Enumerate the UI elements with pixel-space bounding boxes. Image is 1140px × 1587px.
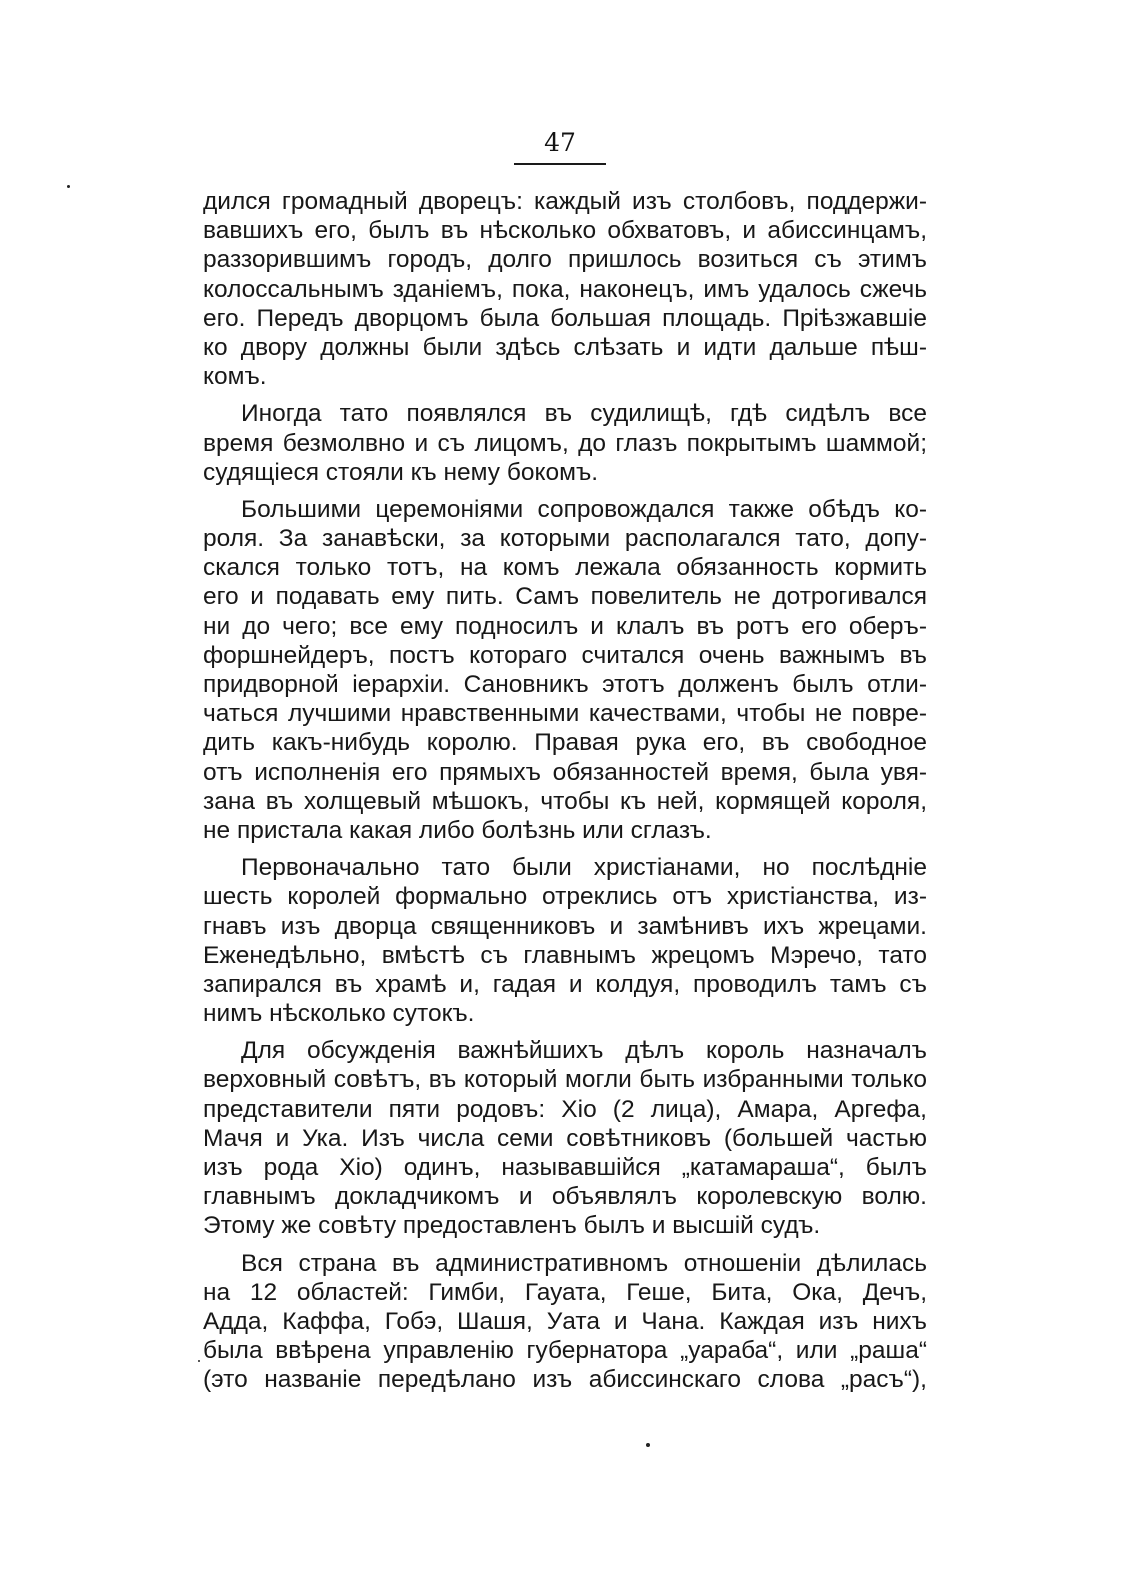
scan-speck [198, 1360, 200, 1362]
text-line: отъ исполненія его прямыхъ обязанностей время, была увя- [203, 758, 927, 786]
text-line: дился громадный дворецъ: каждый изъ столбовъ, поддержи- [203, 188, 927, 215]
text-line: Вся страна въ административномъ отношеніи дѣлилась [241, 1249, 927, 1277]
text-line: Иногда тато появлялся въ судилищѣ, гдѣ сидѣлъ все [241, 400, 927, 428]
text-line: комъ. [203, 363, 267, 391]
text-line: верховный совѣтъ, въ который могли быть избранными только [203, 1066, 927, 1094]
text-line: чаться лучшими нравственными качествами, чтобы не повре- [203, 700, 927, 728]
text-line: его. Передъ дворцомъ была большая площадь. Пріѣзжавшіе [203, 304, 927, 332]
text-line: придворной іерархіи. Сановникъ этотъ долженъ былъ отли- [203, 671, 927, 698]
text-line: Адда, Каффа, Гобэ, Шашя, Уата и Чана. Каждая изъ нихъ [203, 1307, 927, 1335]
text-line: Первоначально тато были христіанами, но послѣдніе [241, 854, 927, 882]
text-line: Мачя и Ука. Изъ числа семи совѣтниковъ (большей частью [203, 1124, 927, 1152]
text-line: не пристала какая либо болѣзнь или сглазъ. [203, 816, 712, 844]
text-line: главнымъ докладчикомъ и объявлялъ королевскую волю. [203, 1183, 927, 1211]
text-line: время безмолвно и съ лицомъ, до глазъ покрытымъ шаммой; [203, 429, 927, 457]
text-line: ко двору должны были здѣсь слѣзать и идти дальше пѣш- [203, 333, 927, 361]
text-line: роля. За занавѣски, за которыми располагался тато, допу- [203, 525, 927, 553]
text-line: скался только тотъ, на комъ лежала обязанность кормить [203, 554, 927, 582]
text-line: Для обсужденія важнѣйшихъ дѣлъ король назначалъ [241, 1037, 927, 1065]
text-line: на 12 областей: Гимби, Гауата, Геше, Бита, Ока, Дечъ, [203, 1278, 927, 1306]
text-line: ни до чего; все ему подносилъ и клалъ въ ротъ его оберъ- [203, 612, 927, 640]
scan-speck [646, 1443, 650, 1447]
text-line: гнавъ изъ дворца священниковъ и замѣнивъ ихъ жрецами. [203, 912, 927, 940]
text-line: изъ рода Хіо) одинъ, называвшійся „катамараша“, былъ [203, 1154, 927, 1181]
text-line: запирался въ храмѣ и, гадая и колдуя, проводилъ тамъ съ [203, 970, 927, 998]
text-line: его и подавать ему пить. Самъ повелитель не дотрогивался [203, 583, 927, 611]
scan-speck [67, 185, 70, 188]
page-number-rule [514, 163, 606, 165]
text-line: была ввѣрена управленію губернатора „уараба“, или „раша“ [203, 1337, 927, 1365]
text-line: Большими церемоніями сопровождался также обѣдъ ко- [241, 495, 927, 523]
text-line: шесть королей формально отреклись отъ христіанства, из- [203, 883, 927, 911]
body-text [203, 187, 927, 1395]
text-line: колоссальнымъ зданіемъ, пока, наконецъ, имъ удалось сжечь [203, 275, 927, 303]
page-number: 47 [544, 128, 576, 157]
text-line: Этому же совѣту предоставленъ былъ и высшій судъ. [203, 1212, 821, 1240]
text-line: представители пяти родовъ: Хіо (2 лица), Амара, Аргефа, [203, 1095, 927, 1123]
text-line: (это названіе передѣлано изъ абиссинскаго слова „расъ“), [203, 1366, 927, 1394]
text-line: нимъ нѣсколько сутокъ. [203, 1000, 475, 1028]
text-line: Еженедѣльно, вмѣстѣ съ главнымъ жрецомъ Мэречо, тато [203, 941, 927, 969]
text-line: судящіеся стояли къ нему бокомъ. [203, 458, 599, 486]
text-line: зана въ холщевый мѣшокъ, чтобы къ ней, кормящей короля, [203, 787, 927, 815]
text-line: форшнейдеръ, постъ котораго считался очень важнымъ въ [203, 641, 927, 669]
text-line: дить какъ-нибудь королю. Правая рука его, въ свободное [203, 729, 927, 757]
text-line: вавшихъ его, былъ въ нѣсколько обхватовъ, и абиссинцамъ, [203, 217, 927, 245]
text-line: раззорившимъ городъ, долго пришлось возиться съ этимъ [203, 246, 927, 274]
